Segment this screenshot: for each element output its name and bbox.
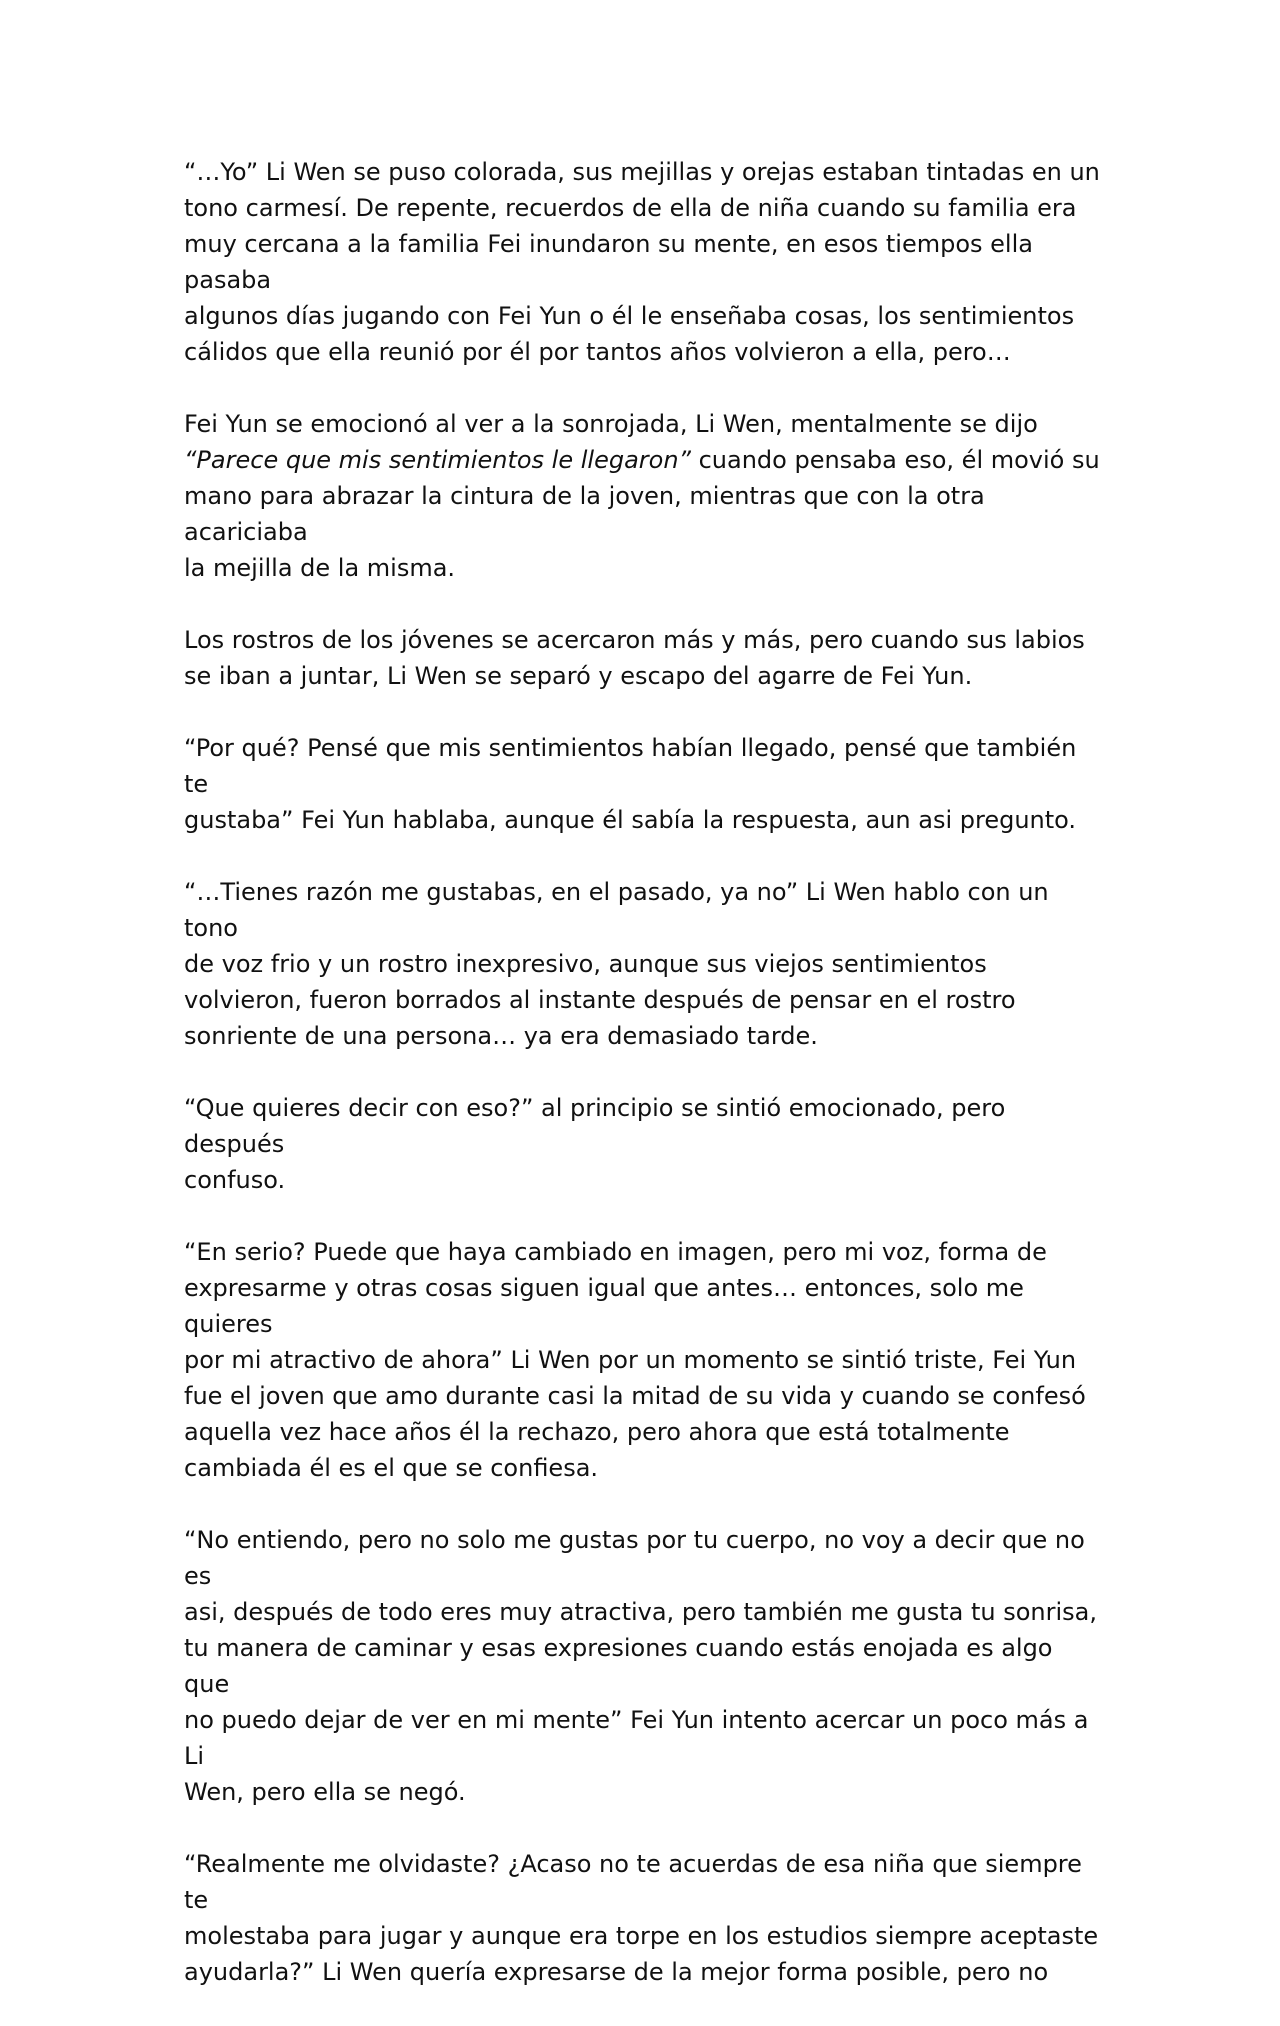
paragraph-2-after-italic: cuando pensaba eso, él movió su [690,446,1100,474]
paragraph-7: “En serio? Puede que haya cambiado en imagen, pero mi voz, forma de expresarme y otras cosas siguen igual que antes… entonces, solo me quieres por mi atractivo de ahora” Li Wen por un momento se sintió triste, Fei Yun fue el joven que amo durante casi la mitad de su vida y cuando se confesó aquella vez hace años él la rechazo, pero ahora que está totalmente cambiada él es el que se confiesa. [184,1238,1086,1482]
paragraph-9: “Realmente me olvidaste? ¿Acaso no te acuerdas de esa niña que siempre te molestaba para jugar y aunque era torpe en los estudios siempre aceptaste ayudarla?” Li Wen quería expresarse de la mejor forma posible, pero no [184,1850,1099,1986]
paragraph-3: Los rostros de los jóvenes se acercaron más y más, pero cuando sus labios se iban a juntar, Li Wen se separó y escapo del agarre de Fei Yun. [184,626,1085,690]
document-text [184,154,1104,2026]
paragraph-2 [184,406,1104,586]
paragraph-4: “Por qué? Pensé que mis sentimientos habían llegado, pensé que también te gustaba” Fei Yun hablaba, aunque él sabía la respuesta, aun asi pregunto. [184,734,1077,834]
paragraph-5: “…Tienes razón me gustabas, en el pasado, ya no” Li Wen hablo con un tono de voz frio y un rostro inexpresivo, aunque sus viejos sentimientos volvieron, fueron borrados al instante después de pensar en el rostro sonriente de una persona… ya era demasiado tarde. [184,878,1049,1050]
paragraph-2-rest: mano para abrazar la cintura de la joven, mientras que con la otra acariciaba la mejilla de la misma. [184,482,985,582]
paragraph-2-line-1: Fei Yun se emocionó al ver a la sonrojada, Li Wen, mentalmente se dijo [184,410,1038,438]
paragraph-1: “…Yo” Li Wen se puso colorada, sus mejillas y orejas estaban tintadas en un tono carmesí. De repente, recuerdos de ella de niña cuando su familia era muy cercana a la familia Fei inundaron su mente, en esos tiempos ella pasaba algunos días jugando con Fei Yun o él le enseñaba cosas, los sentimientos cálidos que ella reunió por él por tantos años volvieron a ella, pero… [184,158,1100,366]
paragraph-6: “Que quieres decir con eso?” al principio se sintió emocionado, pero después confuso. [184,1094,1006,1194]
paragraph-2-italic-thought: “Parece que mis sentimientos le llegaron” [184,446,691,474]
paragraph-8: “No entiendo, pero no solo me gustas por tu cuerpo, no voy a decir que no es asi, después de todo eres muy atractiva, pero también me gusta tu sonrisa, tu manera de caminar y esas expresiones cuando estás enojada es algo que no puedo dejar de ver en mi mente” Fei Yun intento acercar un poco más a Li Wen, pero ella se negó. [184,1526,1097,1806]
